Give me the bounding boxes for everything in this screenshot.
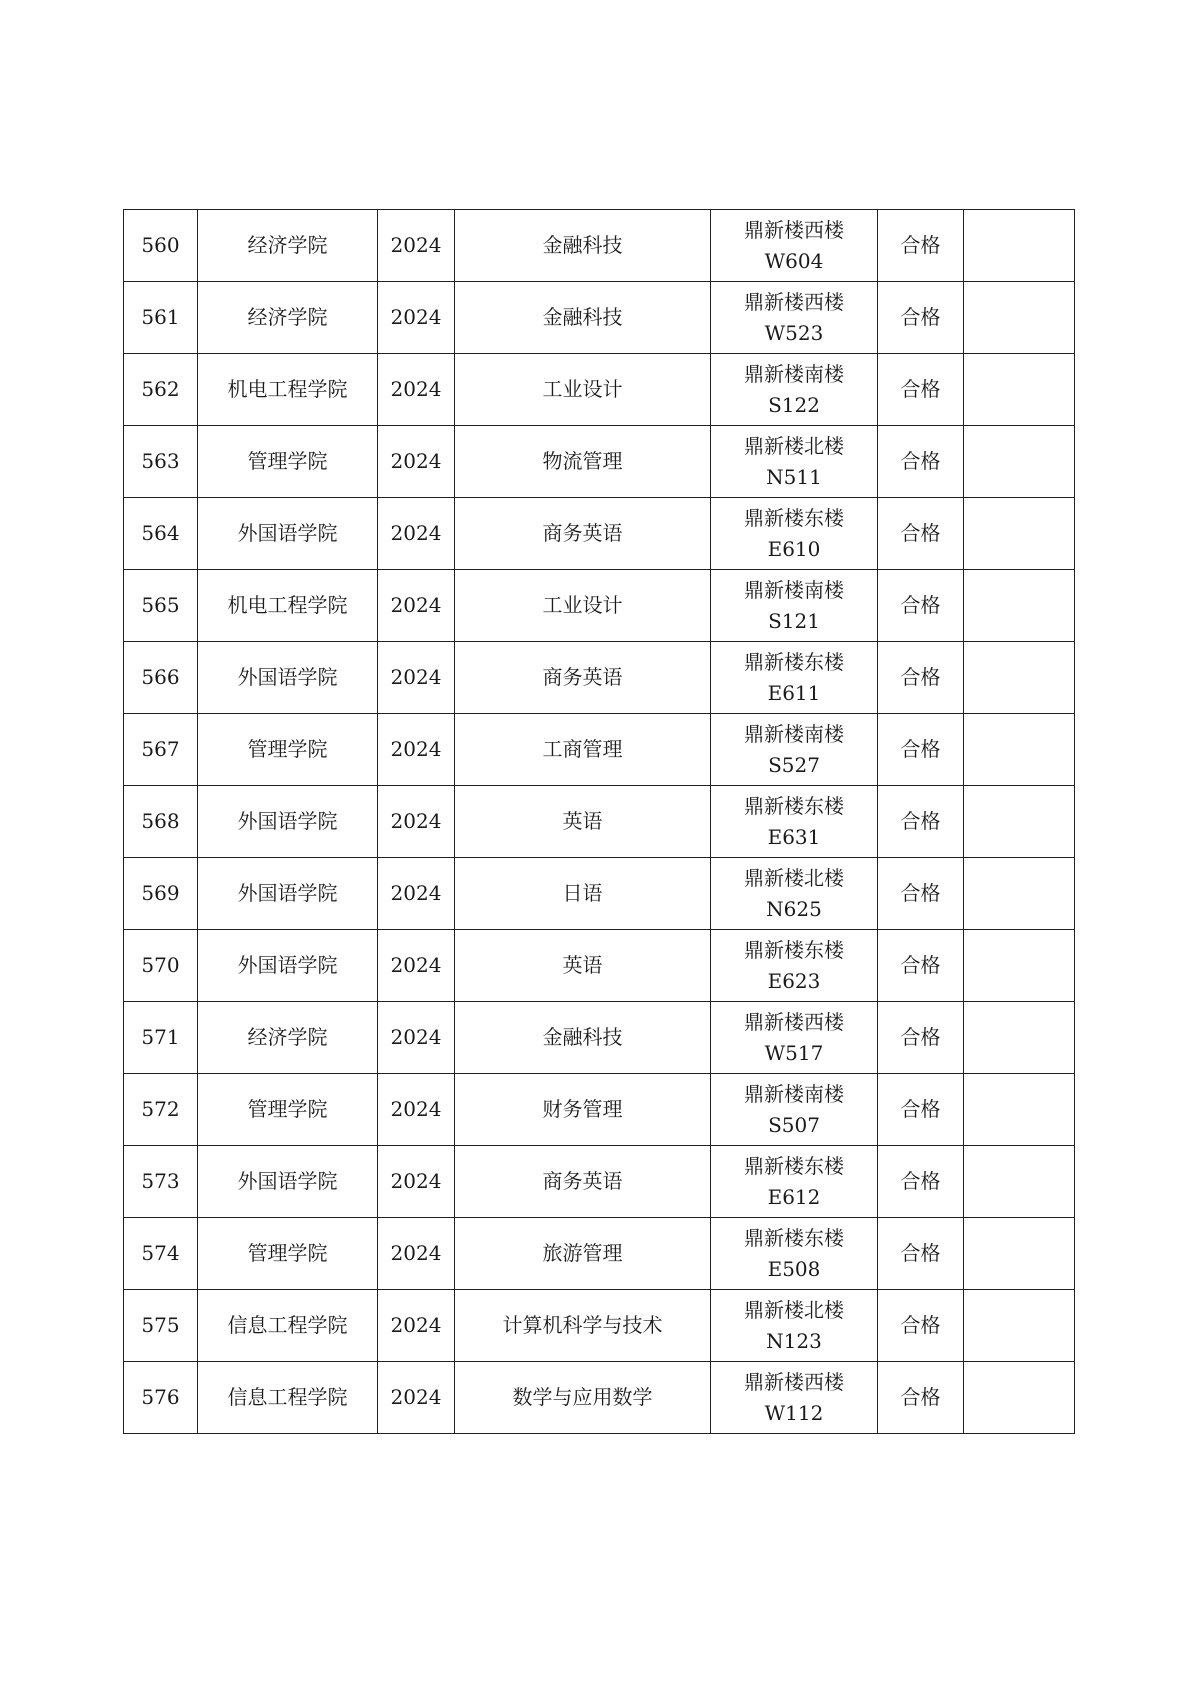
result-cell: 合格 xyxy=(878,1290,964,1362)
major-cell: 工业设计 xyxy=(455,354,711,426)
note-cell xyxy=(964,930,1075,1002)
building-name: 鼎新楼西楼 xyxy=(744,1009,844,1034)
college-cell: 经济学院 xyxy=(198,282,378,354)
result-cell: 合格 xyxy=(878,714,964,786)
note-cell xyxy=(964,786,1075,858)
room-number: E623 xyxy=(767,968,821,993)
college-cell: 外国语学院 xyxy=(198,1146,378,1218)
college-cell: 管理学院 xyxy=(198,1074,378,1146)
major-cell: 金融科技 xyxy=(455,282,711,354)
college-cell: 经济学院 xyxy=(198,210,378,282)
building-name: 鼎新楼西楼 xyxy=(744,289,844,314)
row-number-cell: 572 xyxy=(124,1074,198,1146)
row-number-cell: 573 xyxy=(124,1146,198,1218)
result-cell: 合格 xyxy=(878,1074,964,1146)
major-cell: 工业设计 xyxy=(455,570,711,642)
table-row xyxy=(124,1074,1075,1146)
table-row xyxy=(124,498,1075,570)
result-cell: 合格 xyxy=(878,642,964,714)
major-cell: 日语 xyxy=(455,858,711,930)
table-row xyxy=(124,1218,1075,1290)
building-name: 鼎新楼东楼 xyxy=(744,1153,844,1178)
row-number-cell: 567 xyxy=(124,714,198,786)
row-number-cell: 570 xyxy=(124,930,198,1002)
location-cell xyxy=(711,282,878,354)
row-number-cell: 564 xyxy=(124,498,198,570)
room-number: S122 xyxy=(768,392,820,417)
year-cell: 2024 xyxy=(378,642,455,714)
building-name: 鼎新楼西楼 xyxy=(744,1369,844,1394)
table-row xyxy=(124,1362,1075,1434)
result-cell: 合格 xyxy=(878,1218,964,1290)
college-cell: 经济学院 xyxy=(198,1002,378,1074)
major-cell: 物流管理 xyxy=(455,426,711,498)
note-cell xyxy=(964,570,1075,642)
location-cell xyxy=(711,1074,878,1146)
table-row xyxy=(124,930,1075,1002)
room-number: E508 xyxy=(767,1256,821,1281)
year-cell: 2024 xyxy=(378,1362,455,1434)
building-name: 鼎新楼东楼 xyxy=(744,649,844,674)
year-cell: 2024 xyxy=(378,1002,455,1074)
table-row xyxy=(124,570,1075,642)
note-cell xyxy=(964,1002,1075,1074)
note-cell xyxy=(964,498,1075,570)
result-cell: 合格 xyxy=(878,1002,964,1074)
room-number: S507 xyxy=(768,1112,820,1137)
row-number-cell: 566 xyxy=(124,642,198,714)
major-cell: 商务英语 xyxy=(455,1146,711,1218)
location-cell xyxy=(711,1290,878,1362)
room-number: N625 xyxy=(766,896,822,921)
location-cell xyxy=(711,426,878,498)
building-name: 鼎新楼东楼 xyxy=(744,793,844,818)
college-cell: 管理学院 xyxy=(198,426,378,498)
college-cell: 机电工程学院 xyxy=(198,570,378,642)
major-cell: 旅游管理 xyxy=(455,1218,711,1290)
major-cell: 工商管理 xyxy=(455,714,711,786)
location-cell xyxy=(711,642,878,714)
row-number-cell: 565 xyxy=(124,570,198,642)
note-cell xyxy=(964,642,1075,714)
building-name: 鼎新楼北楼 xyxy=(744,1297,844,1322)
college-cell: 信息工程学院 xyxy=(198,1290,378,1362)
building-name: 鼎新楼南楼 xyxy=(744,1081,844,1106)
row-number-cell: 576 xyxy=(124,1362,198,1434)
note-cell xyxy=(964,714,1075,786)
row-number-cell: 563 xyxy=(124,426,198,498)
college-cell: 外国语学院 xyxy=(198,642,378,714)
year-cell: 2024 xyxy=(378,210,455,282)
college-cell: 管理学院 xyxy=(198,714,378,786)
building-name: 鼎新楼西楼 xyxy=(744,217,844,242)
major-cell: 商务英语 xyxy=(455,498,711,570)
result-cell: 合格 xyxy=(878,210,964,282)
building-name: 鼎新楼东楼 xyxy=(744,1225,844,1250)
year-cell: 2024 xyxy=(378,1290,455,1362)
room-number: N123 xyxy=(766,1328,822,1353)
major-cell: 英语 xyxy=(455,786,711,858)
college-cell: 信息工程学院 xyxy=(198,1362,378,1434)
row-number-cell: 562 xyxy=(124,354,198,426)
location-cell xyxy=(711,354,878,426)
location-cell xyxy=(711,570,878,642)
room-number: E631 xyxy=(767,824,821,849)
major-cell: 财务管理 xyxy=(455,1074,711,1146)
table-row xyxy=(124,210,1075,282)
location-cell xyxy=(711,714,878,786)
result-cell: 合格 xyxy=(878,354,964,426)
year-cell: 2024 xyxy=(378,1146,455,1218)
major-cell: 商务英语 xyxy=(455,642,711,714)
location-cell xyxy=(711,210,878,282)
room-number: W517 xyxy=(764,1040,824,1065)
building-name: 鼎新楼南楼 xyxy=(744,721,844,746)
table-row xyxy=(124,1290,1075,1362)
table-row xyxy=(124,1002,1075,1074)
college-cell: 外国语学院 xyxy=(198,498,378,570)
room-number: W112 xyxy=(764,1400,824,1425)
result-cell: 合格 xyxy=(878,282,964,354)
table-body xyxy=(124,210,1075,1434)
room-number: E611 xyxy=(767,680,821,705)
result-cell: 合格 xyxy=(878,858,964,930)
row-number-cell: 569 xyxy=(124,858,198,930)
year-cell: 2024 xyxy=(378,786,455,858)
note-cell xyxy=(964,210,1075,282)
location-cell xyxy=(711,930,878,1002)
year-cell: 2024 xyxy=(378,498,455,570)
result-cell: 合格 xyxy=(878,786,964,858)
room-number: E610 xyxy=(767,536,821,561)
major-cell: 金融科技 xyxy=(455,210,711,282)
note-cell xyxy=(964,282,1075,354)
note-cell xyxy=(964,1362,1075,1434)
row-number-cell: 561 xyxy=(124,282,198,354)
note-cell xyxy=(964,1074,1075,1146)
table-row xyxy=(124,858,1075,930)
year-cell: 2024 xyxy=(378,1074,455,1146)
building-name: 鼎新楼北楼 xyxy=(744,865,844,890)
year-cell: 2024 xyxy=(378,282,455,354)
building-name: 鼎新楼东楼 xyxy=(744,505,844,530)
location-cell xyxy=(711,1146,878,1218)
inspection-results-table xyxy=(123,209,1075,1434)
row-number-cell: 571 xyxy=(124,1002,198,1074)
table-row xyxy=(124,354,1075,426)
building-name: 鼎新楼北楼 xyxy=(744,433,844,458)
table-row xyxy=(124,426,1075,498)
location-cell xyxy=(711,1362,878,1434)
room-number: W523 xyxy=(764,320,824,345)
note-cell xyxy=(964,354,1075,426)
college-cell: 外国语学院 xyxy=(198,858,378,930)
room-number: N511 xyxy=(766,464,822,489)
result-cell: 合格 xyxy=(878,498,964,570)
table-row xyxy=(124,1146,1075,1218)
college-cell: 外国语学院 xyxy=(198,930,378,1002)
major-cell: 数学与应用数学 xyxy=(455,1362,711,1434)
year-cell: 2024 xyxy=(378,426,455,498)
year-cell: 2024 xyxy=(378,354,455,426)
result-cell: 合格 xyxy=(878,426,964,498)
building-name: 鼎新楼南楼 xyxy=(744,361,844,386)
table-row xyxy=(124,714,1075,786)
year-cell: 2024 xyxy=(378,714,455,786)
location-cell xyxy=(711,858,878,930)
table-row xyxy=(124,786,1075,858)
college-cell: 机电工程学院 xyxy=(198,354,378,426)
note-cell xyxy=(964,1146,1075,1218)
major-cell: 计算机科学与技术 xyxy=(455,1290,711,1362)
result-cell: 合格 xyxy=(878,930,964,1002)
college-cell: 管理学院 xyxy=(198,1218,378,1290)
note-cell xyxy=(964,426,1075,498)
major-cell: 英语 xyxy=(455,930,711,1002)
note-cell xyxy=(964,1290,1075,1362)
result-cell: 合格 xyxy=(878,570,964,642)
table-row xyxy=(124,282,1075,354)
year-cell: 2024 xyxy=(378,858,455,930)
result-cell: 合格 xyxy=(878,1146,964,1218)
year-cell: 2024 xyxy=(378,930,455,1002)
table-row xyxy=(124,642,1075,714)
college-cell: 外国语学院 xyxy=(198,786,378,858)
row-number-cell: 575 xyxy=(124,1290,198,1362)
row-number-cell: 560 xyxy=(124,210,198,282)
room-number: W604 xyxy=(764,248,824,273)
room-number: E612 xyxy=(767,1184,821,1209)
room-number: S121 xyxy=(768,608,820,633)
building-name: 鼎新楼南楼 xyxy=(744,577,844,602)
year-cell: 2024 xyxy=(378,1218,455,1290)
location-cell xyxy=(711,786,878,858)
building-name: 鼎新楼东楼 xyxy=(744,937,844,962)
location-cell xyxy=(711,498,878,570)
note-cell xyxy=(964,858,1075,930)
year-cell: 2024 xyxy=(378,570,455,642)
result-cell: 合格 xyxy=(878,1362,964,1434)
major-cell: 金融科技 xyxy=(455,1002,711,1074)
note-cell xyxy=(964,1218,1075,1290)
location-cell xyxy=(711,1002,878,1074)
location-cell xyxy=(711,1218,878,1290)
room-number: S527 xyxy=(768,752,820,777)
row-number-cell: 574 xyxy=(124,1218,198,1290)
row-number-cell: 568 xyxy=(124,786,198,858)
